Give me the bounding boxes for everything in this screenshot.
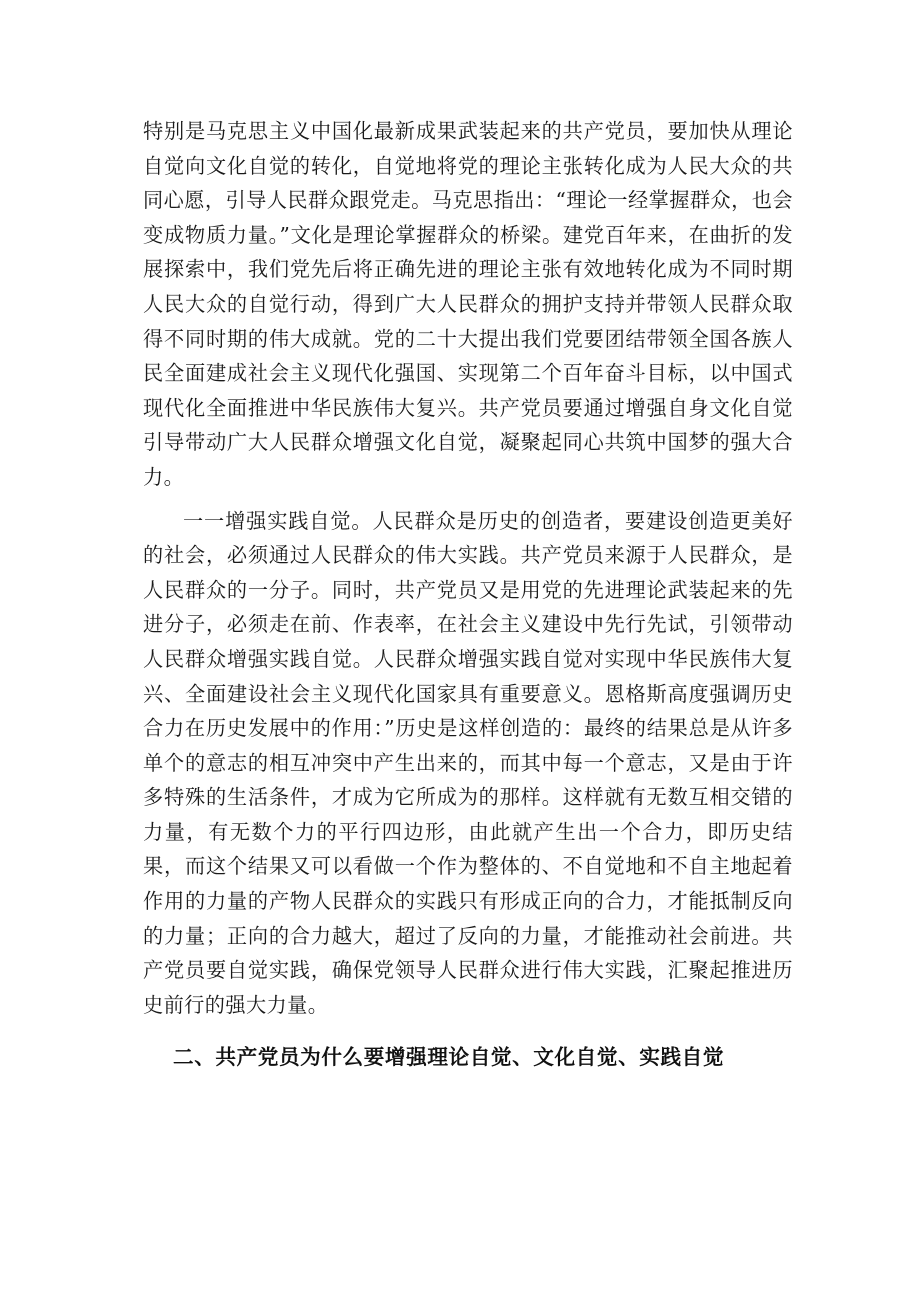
- document-page: [143, 114, 793, 1074]
- paragraph-cultural-awareness: 特别是马克思主义中国化最新成果武装起来的共产党员，要加快从理论自觉向文化自觉的转化，自觉地将党的理论主张转化成为人民大众的共同心愿，引导人民群众跟党走。马克思指出：“理论一经掌握群众，也会变成物质力量。”文化是理论掌握群众的桥梁。建党百年来，在曲折的发展探索中，我们党先后将正确先进的理论主张有效地转化成为不同时期人民大众的自觉行动，得到广大人民群众的拥护支持并带领人民群众取得不同时期的伟大成就。党的二十大提出我们党要团结带领全国各族人民全面建成社会主义现代化强国、实现第二个百年奋斗目标，以中国式现代化全面推进中华民族伟大复兴。共产党员要通过增强自身文化自觉引导带动广大人民群众增强文化自觉，凝聚起同心共筑中国梦的强大合力。: [143, 119, 793, 489]
- section-heading: 二、共产党员为什么要增强理论自觉、文化自觉、实践自觉: [173, 1045, 725, 1070]
- paragraph-practice-awareness: 一一增强实践自觉。人民群众是历史的创造者，要建设创造更美好的社会，必须通过人民群众的伟大实践。共产党员来源于人民群众，是人民群众的一分子。同时，共产党员又是用党的先进理论武装起来的先进分子，必须走在前、作表率，在社会主义建设中先行先试，引领带动人民群众增强实践自觉。人民群众增强实践自觉对实现中华民族伟大复兴、全面建设社会主义现代化国家具有重要意义。恩格斯高度强调历史合力在历史发展中的作用：”历史是这样创造的：最终的结果总是从许多单个的意志的相互冲突中产生出来的，而其中每一个意志，又是由于许多特殊的生活条件，才成为它所成为的那样。这样就有无数互相交错的力量，有无数个力的平行四边形，由此就产生出一个合力，即历史结果，而这个结果又可以看做一个作为整体的、不自觉地和不自主地起着作用的力量的产物人民群众的实践只有形成正向的合力，才能抵制反向的力量；正向的合力越大，超过了反向的力量，才能推动社会前进。共产党员要自觉实践，确保党领导人民群众进行伟大实践，汇聚起推进历史前行的强大力量。: [143, 508, 793, 1017]
